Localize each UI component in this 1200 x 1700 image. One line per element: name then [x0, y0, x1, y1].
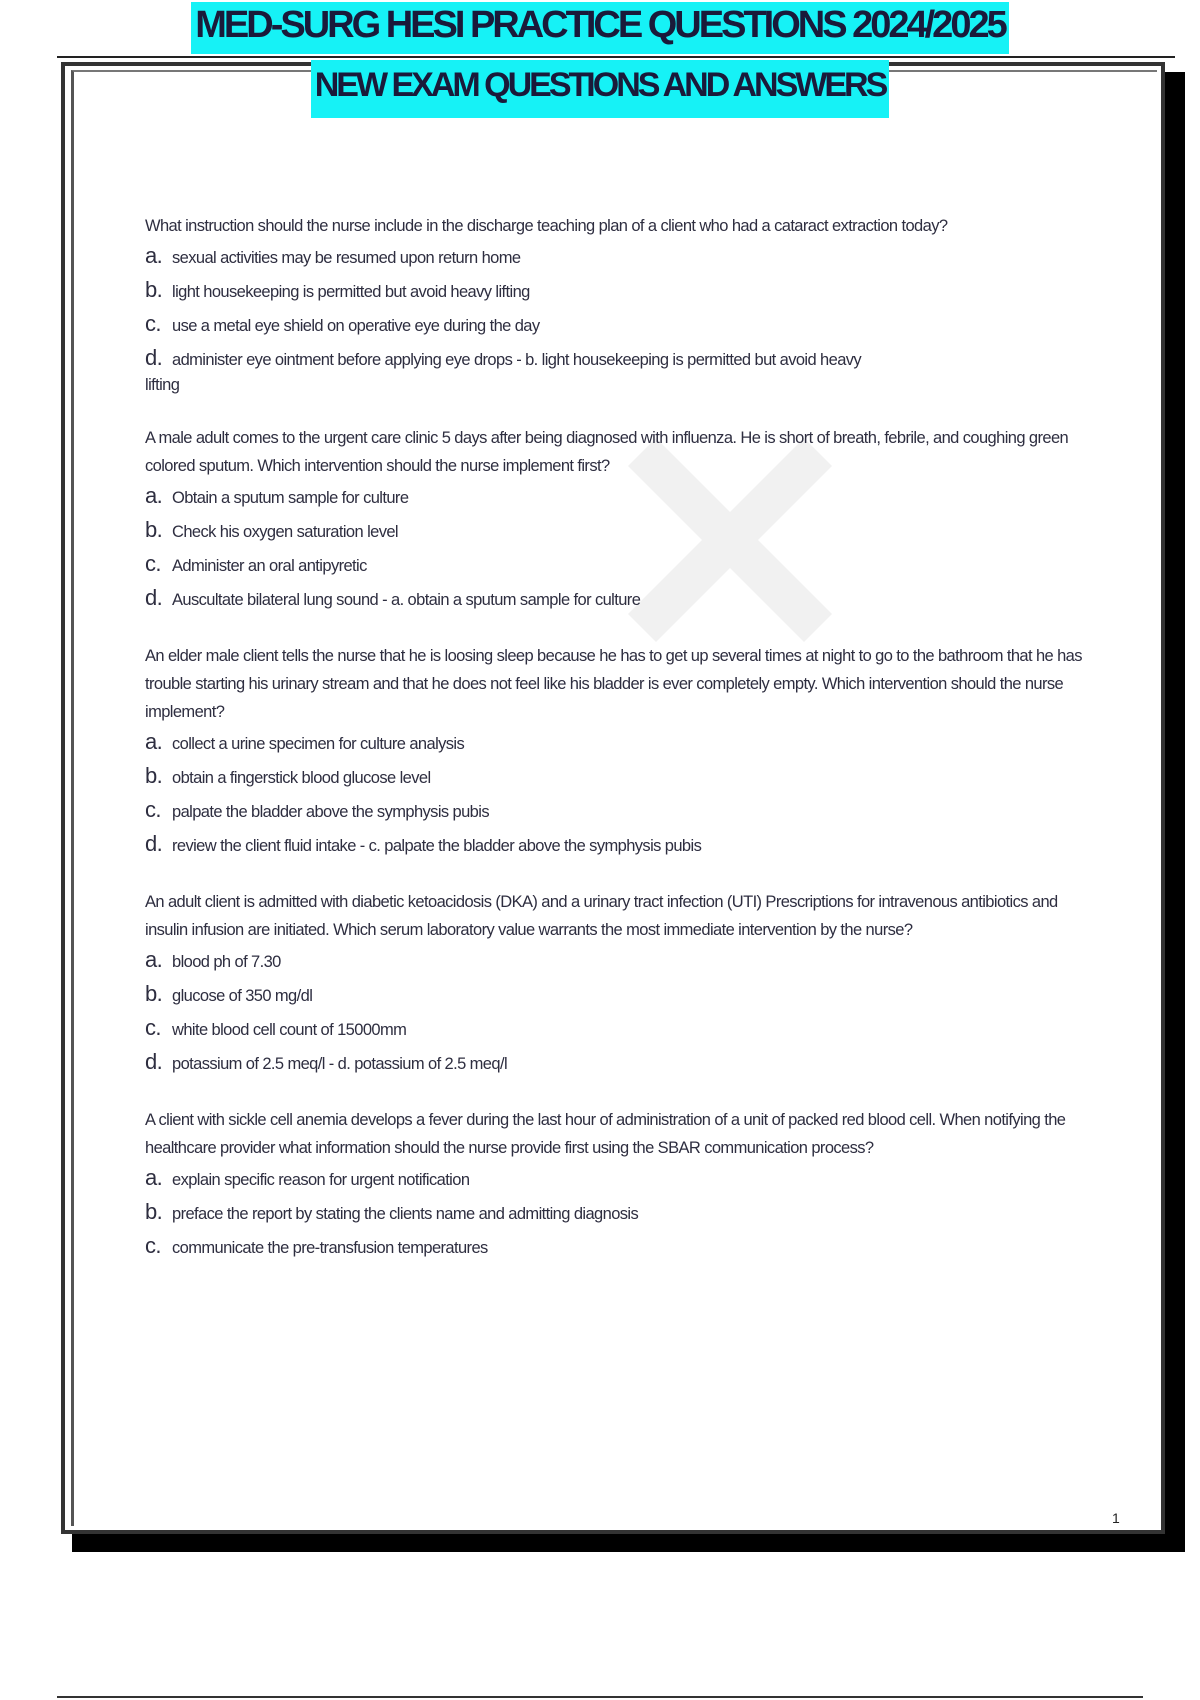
- option-letter: b.: [145, 517, 163, 542]
- option-text: potassium of 2.5 meq/l - d. potassium of 2.5 meq/l: [172, 1055, 508, 1073]
- document-title-line-1: [0, 2, 1200, 54]
- option-text: blood ph of 7.30: [172, 953, 281, 971]
- answer-option: [145, 308, 1090, 342]
- option-letter: d.: [145, 1049, 163, 1074]
- option-text: Check his oxygen saturation level: [172, 523, 399, 541]
- option-text: administer eye ointment before applying eye drops - b. light housekeeping is permitted but avoid heavy: [172, 351, 862, 369]
- answer-option: [145, 944, 1090, 978]
- option-letter: c.: [145, 551, 161, 576]
- answer-option: [145, 480, 1090, 514]
- document-title-text-2: NEW EXAM QUESTIONS AND ANSWERS: [311, 60, 890, 118]
- answer-option: [145, 240, 1090, 274]
- answer-option: [145, 274, 1090, 308]
- option-letter: c.: [145, 1233, 161, 1258]
- question-text: An elder male client tells the nurse that he is loosing sleep because he has to get up several times at night to go to the bathroom that he has trouble starting his urinary stream and that he does not feel like his bladder is ever completely empty. Which intervention should the nurse implement?: [145, 647, 1082, 721]
- answer-option: [145, 760, 1090, 794]
- answer-option: [145, 548, 1090, 582]
- option-letter: a.: [145, 729, 163, 754]
- answer-option: [145, 342, 1090, 376]
- answer-option: [145, 794, 1090, 828]
- option-text: collect a urine specimen for culture analysis: [172, 735, 465, 753]
- option-text: white blood cell count of 15000mm: [172, 1021, 407, 1039]
- answer-option: [145, 582, 1090, 616]
- question-text: A male adult comes to the urgent care clinic 5 days after being diagnosed with influenza. He is short of breath, febrile, and coughing green colored sputum. Which intervention should the nurse implement first?: [145, 429, 1069, 475]
- answer-option: [145, 726, 1090, 760]
- option-letter: b.: [145, 981, 163, 1006]
- option-letter: b.: [145, 763, 163, 788]
- question-text: What instruction should the nurse include in the discharge teaching plan of a client who had a cataract extraction today?: [145, 217, 948, 235]
- option-letter: b.: [145, 1199, 163, 1224]
- answer-option: [145, 514, 1090, 548]
- questions-list: [145, 212, 1090, 1290]
- option-letter: d.: [145, 831, 163, 856]
- page-number: 1: [1112, 1510, 1120, 1526]
- option-letter: d.: [145, 585, 163, 610]
- answer-option: [145, 1196, 1090, 1230]
- option-letter: c.: [145, 311, 161, 336]
- question-text: A client with sickle cell anemia develops a fever during the last hour of administration of a unit of packed red blood cell. When notifying the healthcare provider what information should the nurse provide first using the SBAR communication process?: [145, 1111, 1066, 1157]
- option-text: use a metal eye shield on operative eye during the day: [172, 317, 540, 335]
- option-text: preface the report by stating the clients name and admitting diagnosis: [172, 1205, 639, 1223]
- document-title-text-1: MED-SURG HESI PRACTICE QUESTIONS 2024/2025: [191, 2, 1008, 54]
- option-letter: a.: [145, 243, 163, 268]
- answer-option: [145, 978, 1090, 1012]
- question-4: [145, 888, 1090, 1080]
- answer-option: [145, 1012, 1090, 1046]
- question-text: An adult client is admitted with diabetic ketoacidosis (DKA) and a urinary tract infection (UTI) Prescriptions for intravenous antibiotics and insulin infusion are initiated. Which serum laboratory value warrants the most immediate intervention by the nurse?: [145, 893, 1058, 939]
- option-text: obtain a fingerstick blood glucose level: [172, 769, 431, 787]
- option-text-continuation: lifting: [145, 376, 180, 394]
- option-letter: a.: [145, 947, 163, 972]
- answer-option: [145, 1046, 1090, 1080]
- question-3: [145, 642, 1090, 862]
- answer-option: [145, 1230, 1090, 1264]
- option-text: glucose of 350 mg/dl: [172, 987, 313, 1005]
- option-letter: b.: [145, 277, 163, 302]
- option-text: light housekeeping is permitted but avoid heavy lifting: [172, 283, 530, 301]
- document-title-line-2: [0, 60, 1200, 118]
- option-text: sexual activities may be resumed upon return home: [172, 249, 521, 267]
- option-text: Obtain a sputum sample for culture: [172, 489, 409, 507]
- option-text: Administer an oral antipyretic: [172, 557, 367, 575]
- option-letter: c.: [145, 797, 161, 822]
- page-shadow-bottom: [72, 1534, 1185, 1552]
- option-letter: a.: [145, 483, 163, 508]
- option-text: communicate the pre-transfusion temperatures: [172, 1239, 488, 1257]
- option-letter: a.: [145, 1165, 163, 1190]
- option-text: explain specific reason for urgent notification: [172, 1171, 470, 1189]
- question-2: [145, 424, 1090, 616]
- answer-option: [145, 1162, 1090, 1196]
- footer-rule: [57, 1696, 1143, 1698]
- option-letter: d.: [145, 345, 163, 370]
- question-1: [145, 212, 1090, 398]
- question-5: [145, 1106, 1090, 1264]
- option-text: Auscultate bilateral lung sound - a. obtain a sputum sample for culture: [172, 591, 641, 609]
- answer-option: [145, 828, 1090, 862]
- option-text: palpate the bladder above the symphysis pubis: [172, 803, 489, 821]
- header-rule: [57, 56, 1175, 58]
- option-letter: c.: [145, 1015, 161, 1040]
- page-shadow-right: [1165, 72, 1185, 1552]
- option-text: review the client fluid intake - c. palpate the bladder above the symphysis pubis: [172, 837, 702, 855]
